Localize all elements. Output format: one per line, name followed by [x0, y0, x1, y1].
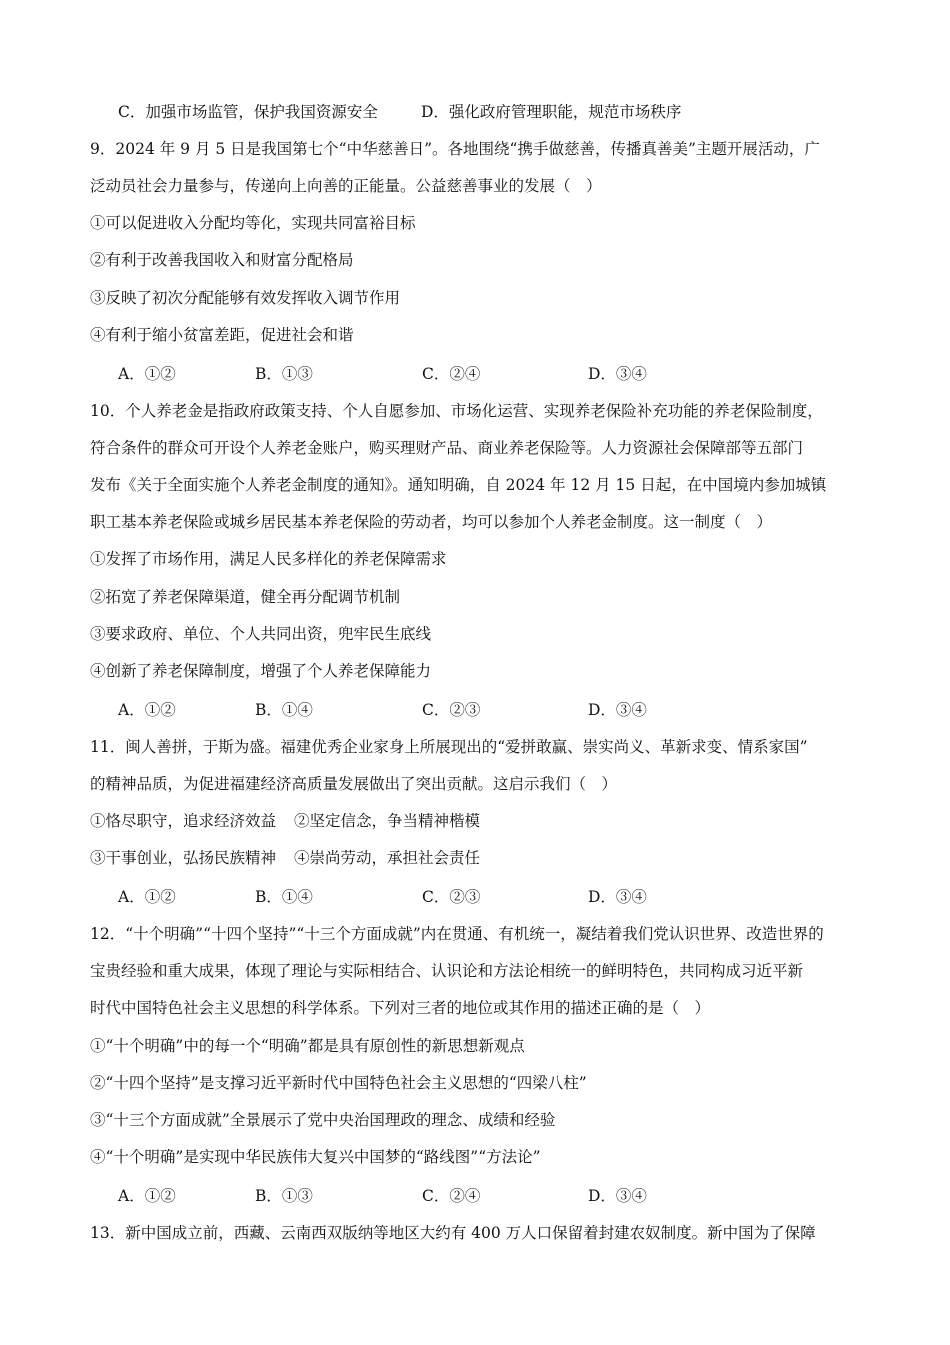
- q11-statement-row-1: [90, 810, 480, 832]
- q10-options: [118, 699, 878, 721]
- q12-statement-3: ③“十三个方面成就”全景展示了党中央治国理政的理念、成绩和经验: [90, 1111, 556, 1129]
- q12-statement-2: ②“十四个坚持”是支撑习近平新时代中国特色社会主义思想的“四梁八柱”: [90, 1074, 587, 1092]
- q10-stem-line-2: 符合条件的群众可开设个人养老金账户，购买理财产品、商业养老保险等。人力资源社会保障部等五部门: [90, 439, 804, 457]
- q11-stem-line-2: 的精神品质，为促进福建经济高质量发展做出了突出贡献。这启示我们（ ）: [90, 775, 618, 793]
- q8-option-d[interactable]: D．强化政府管理职能，规范市场秩序: [421, 103, 682, 121]
- q10-stem-line-4: 职工基本养老保险或城乡居民基本养老保险的劳动者，均可以参加个人养老金制度。这一制度（ ）: [90, 513, 773, 531]
- q10-statement-4: ④创新了养老保障制度，增强了个人养老保障能力: [90, 662, 432, 680]
- q10-statement-1: ①发挥了市场作用，满足人民多样化的养老保障需求: [90, 550, 447, 568]
- q11-option-b[interactable]: B．①④: [255, 888, 313, 906]
- q11-statement-row-2: [90, 847, 480, 869]
- q9-statement-2: ②有利于改善我国收入和财富分配格局: [90, 251, 354, 269]
- q8-option-c[interactable]: C．加强市场监管，保护我国资源安全: [118, 103, 378, 121]
- q9-option-c[interactable]: C．②④: [422, 365, 481, 383]
- q10-option-b[interactable]: B．①④: [255, 701, 313, 719]
- q9-options: [118, 363, 878, 385]
- q9-option-b[interactable]: B．①③: [255, 365, 313, 383]
- q11-statement-3: ③干事创业，弘扬民族精神: [90, 849, 277, 867]
- q10-statement-3: ③要求政府、单位、个人共同出资，兜牢民生底线: [90, 625, 432, 643]
- q12-option-b[interactable]: B．①③: [255, 1187, 313, 1205]
- q11-options: [118, 886, 878, 908]
- q12-option-a[interactable]: A．①②: [118, 1187, 176, 1205]
- q11-option-d[interactable]: D．③④: [588, 888, 647, 906]
- q12-stem-line-2: 宝贵经验和重大成果，体现了理论与实际相结合、认识论和方法论相统一的鲜明特色，共同构成习近平新: [90, 962, 804, 980]
- q12-statement-4: ④“十个明确”是实现中华民族伟大复兴中国梦的“路线图”“方法论”: [90, 1148, 541, 1166]
- q13-stem-line-1: 13．新中国成立前，西藏、云南西双版纳等地区大约有 400 万人口保留着封建农奴制度。新中国为了保障: [90, 1224, 816, 1242]
- q10-stem-line-3: 发布《关于全面实施个人养老金制度的通知》。通知明确，自 2024 年 12 月 15 日起，在中国境内参加城镇: [90, 476, 827, 494]
- q10-statement-2: ②拓宽了养老保障渠道，健全再分配调节机制: [90, 588, 401, 606]
- q11-statement-2: ②坚定信念，争当精神楷模: [294, 812, 481, 830]
- q11-option-a[interactable]: A．①②: [118, 888, 176, 906]
- q8-options: [118, 101, 878, 123]
- q9-option-a[interactable]: A．①②: [118, 365, 176, 383]
- q9-statement-4: ④有利于缩小贫富差距，促进社会和谐: [90, 326, 354, 344]
- q9-stem-line-2: 泛动员社会力量参与，传递向上向善的正能量。公益慈善事业的发展（ ）: [90, 177, 602, 195]
- q10-stem-line-1: 10．个人养老金是指政府政策支持、个人自愿参加、市场化运营、实现养老保险补充功能的养老保险制度，: [90, 402, 823, 420]
- q9-stem-line-1: 9．2024 年 9 月 5 日是我国第七个“中华慈善日”。各地围绕“携手做慈善，传播真善美”主题开展活动，广: [90, 140, 820, 158]
- q11-statement-4: ④崇尚劳动，承担社会责任: [294, 849, 481, 867]
- q11-statement-1: ①恪尽职守，追求经济效益: [90, 812, 277, 830]
- q12-statement-1: ①“十个明确”中的每一个“明确”都是具有原创性的新思想新观点: [90, 1037, 525, 1055]
- q10-option-c[interactable]: C．②③: [422, 701, 481, 719]
- q12-stem-line-3: 时代中国特色社会主义思想的科学体系。下列对三者的地位或其作用的描述正确的是（ ）: [90, 999, 711, 1017]
- q12-option-d[interactable]: D．③④: [588, 1187, 647, 1205]
- q12-stem-line-1: 12．“十个明确”“十四个坚持”“十三个方面成就”内在贯通、有机统一，凝结着我们党认识世界、改造世界的: [90, 925, 824, 943]
- q11-option-c[interactable]: C．②③: [422, 888, 481, 906]
- q9-statement-3: ③反映了初次分配能够有效发挥收入调节作用: [90, 289, 401, 307]
- q10-option-d[interactable]: D．③④: [588, 701, 647, 719]
- q9-option-d[interactable]: D．③④: [588, 365, 647, 383]
- q12-options: [118, 1185, 878, 1207]
- q11-stem-line-1: 11．闽人善拼，于斯为盛。福建优秀企业家身上所展现出的“爱拼敢赢、崇实尚义、革新求变、情系家国”: [90, 738, 808, 756]
- q12-option-c[interactable]: C．②④: [422, 1187, 481, 1205]
- q10-option-a[interactable]: A．①②: [118, 701, 176, 719]
- q9-statement-1: ①可以促进收入分配均等化，实现共同富裕目标: [90, 214, 416, 232]
